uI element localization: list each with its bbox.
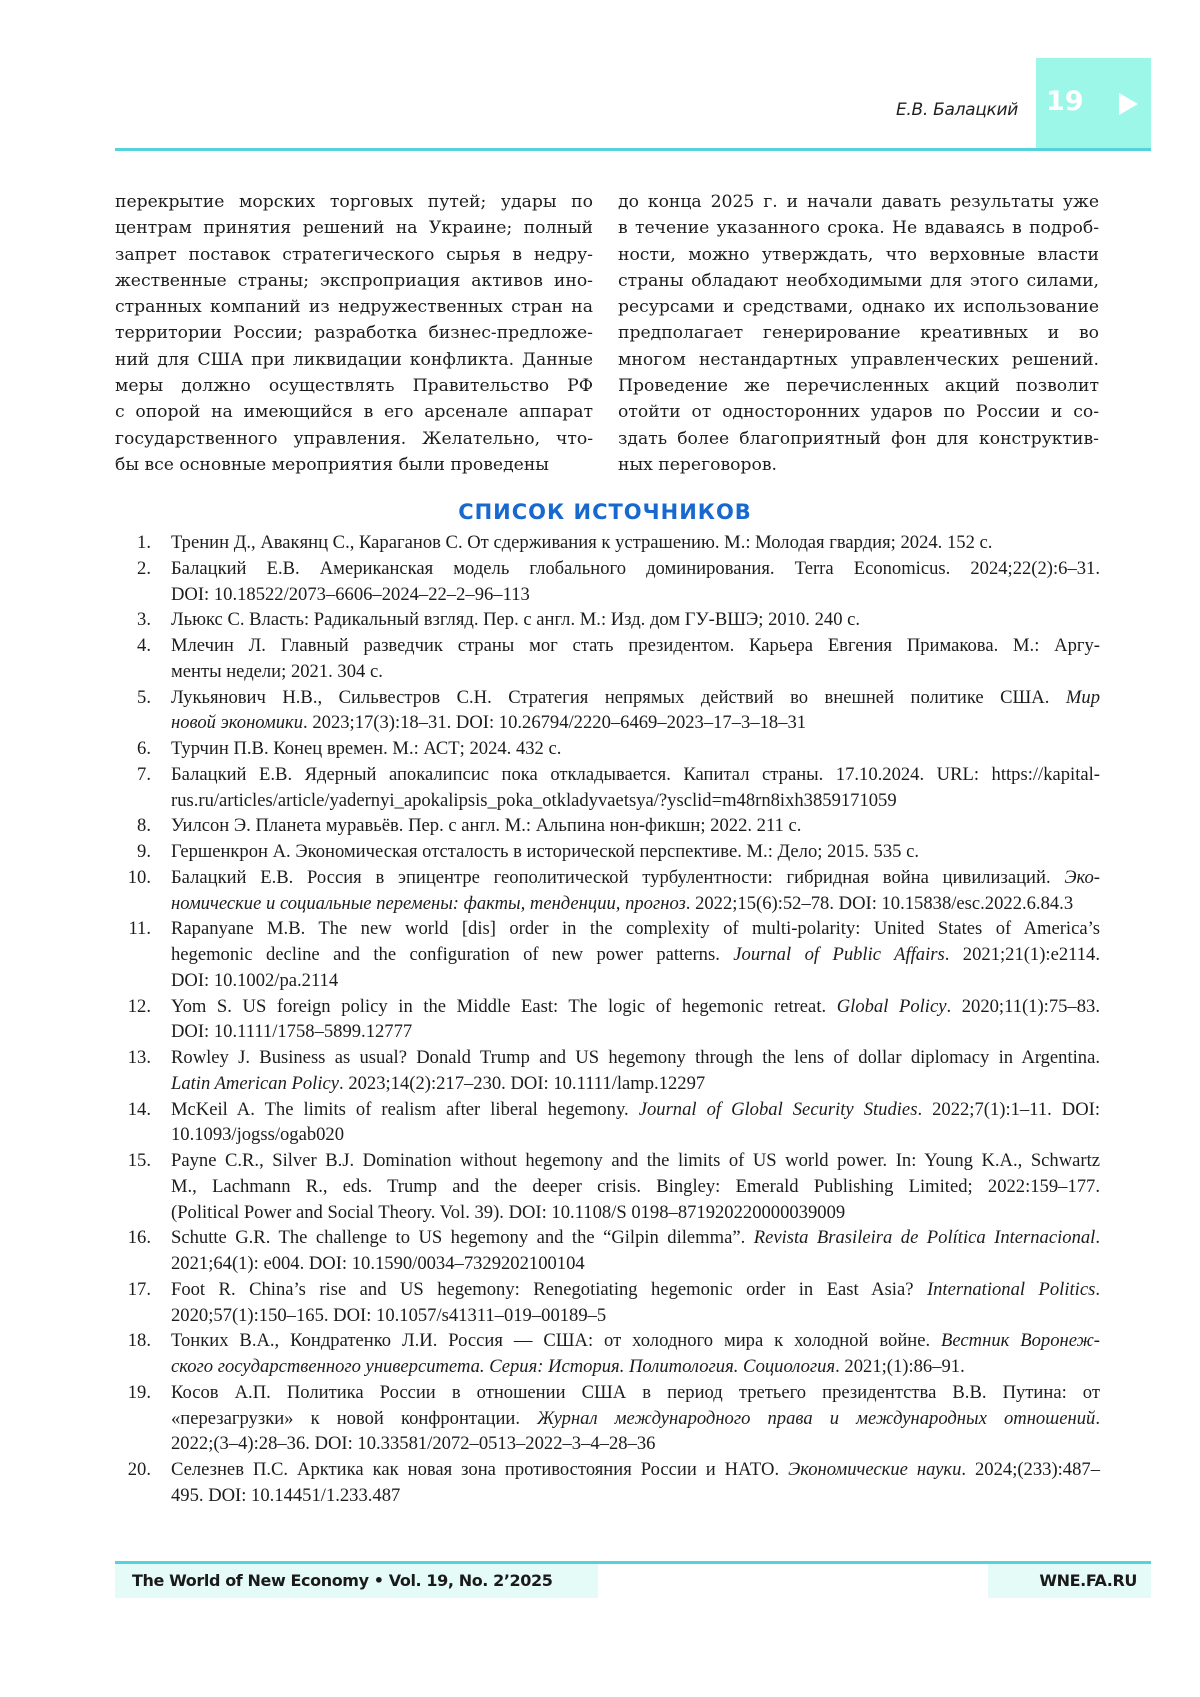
reference-line (171, 1071, 1100, 1097)
footer-journal: The World of New Economy • Vol. 19, No. 2’2025 (132, 1571, 553, 1590)
reference-text: . (1095, 1227, 1100, 1248)
reference-line (171, 1277, 1100, 1303)
reference-text: . 2023;17(3):18–31. DOI: 10.26794/2220–6469–2023–17–3–18–31 (303, 712, 806, 733)
reference-line (171, 530, 1100, 556)
reference-source-title: Экономические науки (788, 1459, 961, 1480)
reference-text: Schutte G.R. The challenge to US hegemony and the “Gilpin dilemma”. (171, 1227, 754, 1248)
reference-source-title: номические и социальные перемены: факты, тенденции, прогноз (171, 893, 686, 914)
reference-text: Льюкс С. Власть: Радикальный взгляд. Пер. с англ. М.: Изд. дом ГУ-ВШЭ; 2010. 240 с. (171, 609, 860, 630)
reference-text: . 2021;(1):86–91. (835, 1356, 965, 1377)
reference-text: Балацкий Е.В. Ядерный апокалипсис пока откладывается. Капитал страны. 17.10.2024. URL: https://kapital- (171, 764, 1100, 785)
reference-number: 17. (115, 1277, 151, 1303)
reference-line (171, 916, 1100, 942)
reference-line (171, 582, 1100, 608)
reference-text: 2022;(3–4):28–36. DOI: 10.33581/2072–0513–2022–3–4–28–36 (171, 1433, 655, 1454)
reference-source-title: Эко- (1064, 867, 1100, 888)
reference-text: (Political Power and Social Theory. Vol. 39). DOI: 10.1108/S 0198–871920220000039009 (171, 1202, 845, 1223)
header-author: Е.В. Балацкий (896, 100, 1018, 120)
body-text-line: бы все основные мероприятия были проведены (115, 452, 593, 478)
reference-number: 1. (115, 530, 151, 556)
reference-item (115, 633, 1100, 685)
reference-line (171, 1225, 1100, 1251)
body-text-line: перекрытие морских торговых путей; удары по (115, 189, 593, 215)
reference-item (115, 1225, 1100, 1277)
reference-item (115, 839, 1100, 865)
reference-item (115, 1380, 1100, 1457)
reference-line (171, 1097, 1100, 1123)
reference-item (115, 1097, 1100, 1149)
reference-item (115, 813, 1100, 839)
body-text-line: ресурсами и средствами, однако их использование (618, 294, 1099, 320)
body-text-line: отойти от односторонних ударов по России и со- (618, 399, 1099, 425)
reference-text: менты недели; 2021. 304 с. (171, 661, 383, 682)
body-column-left (115, 189, 593, 478)
reference-line (171, 607, 1100, 633)
reference-text: Payne C.R., Silver B.J. Domination without hegemony and the limits of US world power. In: Young K.A., Schwartz (171, 1150, 1100, 1171)
reference-text: 10.1093/jogss/ogab020 (171, 1124, 344, 1145)
body-text-line: здать более благоприятный фон для конструктив- (618, 426, 1099, 452)
footer-site-link[interactable]: WNE.FA.RU (1039, 1571, 1137, 1590)
reference-text: . (1095, 1408, 1100, 1429)
body-text-line: Проведение же перечисленных акций позволит (618, 373, 1099, 399)
reference-line (171, 1251, 1100, 1277)
reference-line (171, 1148, 1100, 1174)
reference-line (171, 891, 1100, 917)
reference-line (171, 633, 1100, 659)
reference-line (171, 1045, 1100, 1071)
reference-text: Yom S. US foreign policy in the Middle East: The logic of hegemonic retreat. (171, 996, 837, 1017)
reference-number: 18. (115, 1328, 151, 1354)
reference-line (171, 736, 1100, 762)
reference-text: Лукьянович Н.В., Сильвестров С.Н. Стратегия непрямых действий во внешней политике США. (171, 687, 1066, 708)
reference-line (171, 1483, 1100, 1509)
reference-item (115, 530, 1100, 556)
reference-line (171, 1122, 1100, 1148)
reference-text: 2021;64(1): e004. DOI: 10.1590/0034–7329202100104 (171, 1253, 585, 1274)
reference-line (171, 1019, 1100, 1045)
reference-text: . 2021;21(1):e2114. (945, 944, 1100, 965)
reference-number: 12. (115, 994, 151, 1020)
footer-site-box (988, 1564, 1151, 1598)
header-divider (115, 148, 1151, 151)
reference-item (115, 865, 1100, 917)
footer-journal-box (115, 1564, 598, 1598)
reference-text: Rapanyane M.B. The new world [dis] order in the complexity of multi-polarity: United States of America’s (171, 918, 1100, 939)
reference-number: 2. (115, 556, 151, 582)
reference-text: Тонких В.А., Кондратенко Л.И. Россия — США: от холодного мира к холодной войне. (171, 1330, 941, 1351)
reference-line (171, 1354, 1100, 1380)
reference-text: McKeil A. The limits of realism after liberal hegemony. (171, 1099, 639, 1120)
body-text-line: страны обладают необходимыми для этого силами, (618, 268, 1099, 294)
reference-number: 15. (115, 1148, 151, 1174)
page-number: 19 (1046, 86, 1084, 117)
body-text-line: до конца 2025 г. и начали давать результаты уже (618, 189, 1099, 215)
reference-line (171, 788, 1100, 814)
reference-source-title: Мир (1066, 687, 1100, 708)
reference-number: 19. (115, 1380, 151, 1406)
reference-text: . 2022;7(1):1–11. DOI: (917, 1099, 1100, 1120)
reference-text: M., Lachmann R., eds. Trump and the deeper crisis. Bingley: Emerald Publishing Limited; 2022:159–177. (171, 1176, 1100, 1197)
reference-source-title: новой экономики (171, 712, 303, 733)
body-text-line: многом нестандартных управленческих решений. (618, 347, 1099, 373)
body-text-line: странных компаний из недружественных стран на (115, 294, 593, 320)
reference-text: Млечин Л. Главный разведчик страны мог стать президентом. Карьера Евгения Примакова. М.: Аргу- (171, 635, 1100, 656)
reference-line (171, 762, 1100, 788)
reference-line (171, 1328, 1100, 1354)
reference-number: 11. (115, 916, 151, 942)
reference-item (115, 607, 1100, 633)
reference-source-title: Journal of Global Security Studies (639, 1099, 918, 1120)
reference-line (171, 685, 1100, 711)
reference-number: 5. (115, 685, 151, 711)
reference-text: Балацкий Е.В. Американская модель глобального доминирования. Terra Economicus. 2024;22(2):6–31. (171, 558, 1100, 579)
reference-number: 8. (115, 813, 151, 839)
reference-item (115, 762, 1100, 814)
reference-source-title: Journal of Public Affairs (733, 944, 944, 965)
reference-text: . 2024;(233):487– (961, 1459, 1100, 1480)
reference-line (171, 968, 1100, 994)
reference-item (115, 556, 1100, 608)
reference-line (171, 839, 1100, 865)
reference-item (115, 685, 1100, 737)
reference-line (171, 710, 1100, 736)
play-arrow-icon (1119, 93, 1138, 115)
reference-source-title: Global Policy (837, 996, 947, 1017)
reference-item (115, 736, 1100, 762)
body-text-line: жественные страны; экспроприация активов ино- (115, 268, 593, 294)
reference-number: 20. (115, 1457, 151, 1483)
reference-line (171, 659, 1100, 685)
reference-text: Уилсон Э. Планета муравьёв. Пер. с англ. М.: Альпина нон-фикшн; 2022. 211 с. (171, 815, 801, 836)
reference-line (171, 1431, 1100, 1457)
reference-text: Косов А.П. Политика России в отношении США в период третьего президентства В.В. Путина: от (171, 1382, 1100, 1403)
reference-item (115, 1045, 1100, 1097)
reference-source-title: Revista Brasileira de Política Internacional (754, 1227, 1096, 1248)
body-text-line: предполагает генерирование креативных и во (618, 320, 1099, 346)
reference-item (115, 1148, 1100, 1225)
reference-item (115, 1328, 1100, 1380)
reference-text: Гершенкрон А. Экономическая отсталость в исторической перспективе. М.: Дело; 2015. 535 с. (171, 841, 919, 862)
reference-line (171, 1457, 1100, 1483)
reference-line (171, 865, 1100, 891)
reference-text: DOI: 10.18522/2073–6606–2024–22–2–96–113 (171, 584, 530, 605)
reference-source-title: Вестник Воронеж- (941, 1330, 1100, 1351)
reference-line (171, 1380, 1100, 1406)
reference-text: DOI: 10.1002/pa.2114 (171, 970, 338, 991)
reference-item (115, 916, 1100, 993)
reference-number: 13. (115, 1045, 151, 1071)
page-number-box (1036, 58, 1151, 149)
reference-line (171, 1303, 1100, 1329)
body-text-line: центрам принятия решений на Украине; полный (115, 215, 593, 241)
reference-text: . (1095, 1279, 1100, 1300)
reference-number: 6. (115, 736, 151, 762)
reference-line (171, 1406, 1100, 1432)
reference-line (171, 942, 1100, 968)
body-text-line: запрет поставок стратегического сырья в недру- (115, 242, 593, 268)
reference-text: hegemonic decline and the configuration of new power patterns. (171, 944, 733, 965)
reference-number: 10. (115, 865, 151, 891)
reference-number: 14. (115, 1097, 151, 1123)
reference-number: 7. (115, 762, 151, 788)
body-text-line: ний для США при ликвидации конфликта. Данные (115, 347, 593, 373)
reference-source-title: International Politics (927, 1279, 1095, 1300)
reference-text: . 2023;14(2):217–230. DOI: 10.1111/lamp.12297 (339, 1073, 705, 1094)
reference-source-title: ского государственного университета. Серия: История. Политология. Социология (171, 1356, 835, 1377)
reference-text: Турчин П.В. Конец времен. М.: АСТ; 2024. 432 с. (171, 738, 561, 759)
reference-text: . 2022;15(6):52–78. DOI: 10.15838/esc.2022.6.84.3 (686, 893, 1073, 914)
reference-text: Балацкий Е.В. Россия в эпицентре геополитической турбулентности: гибридная война цивилизаций. (171, 867, 1064, 888)
reference-number: 16. (115, 1225, 151, 1251)
body-text-line: территории России; разработка бизнес-предложе- (115, 320, 593, 346)
reference-text: «перезагрузки» к новой конфронтации. (171, 1408, 537, 1429)
reference-text: Foot R. China’s rise and US hegemony: Renegotiating hegemonic order in East Asia? (171, 1279, 927, 1300)
reference-item (115, 1457, 1100, 1509)
reference-number: 4. (115, 633, 151, 659)
body-text-line: ных переговоров. (618, 452, 1099, 478)
reference-text: Тренин Д., Авакянц С., Караганов С. От сдерживания к устрашению. М.: Молодая гвардия; 2024. 152 с. (171, 532, 992, 553)
references-title: СПИСОК ИСТОЧНИКОВ (0, 500, 1200, 524)
references-list (115, 530, 1100, 1509)
reference-line (171, 1200, 1100, 1226)
body-text-line: в течение указанного срока. Не вдаваясь в подроб- (618, 215, 1099, 241)
reference-source-title: Журнал международного права и международных отношений (537, 1408, 1095, 1429)
reference-text: Rowley J. Business as usual? Donald Trump and US hegemony through the lens of dollar diplomacy in Argentina. (171, 1047, 1100, 1068)
body-text-line: ности, можно утверждать, что верховные власти (618, 242, 1099, 268)
body-text-line: с опорой на имеющийся в его арсенале аппарат (115, 399, 593, 425)
reference-item (115, 994, 1100, 1046)
reference-line (171, 994, 1100, 1020)
reference-text: DOI: 10.1111/1758–5899.12777 (171, 1021, 412, 1042)
reference-text: . 2020;11(1):75–83. (946, 996, 1100, 1017)
body-text-line: государственного управления. Желательно, что- (115, 426, 593, 452)
reference-line (171, 556, 1100, 582)
reference-text: 495. DOI: 10.14451/1.233.487 (171, 1485, 400, 1506)
body-column-right (618, 189, 1099, 478)
reference-line (171, 1174, 1100, 1200)
reference-source-title: Latin American Policy (171, 1073, 339, 1094)
reference-text: 2020;57(1):150–165. DOI: 10.1057/s41311–019–00189–5 (171, 1305, 606, 1326)
reference-line (171, 813, 1100, 839)
reference-text: Селезнев П.С. Арктика как новая зона противостояния России и НАТО. (171, 1459, 788, 1480)
reference-number: 3. (115, 607, 151, 633)
reference-text: rus.ru/articles/article/yadernyi_apokalipsis_poka_otkladyvaetsya/?ysclid=m48rn8ixh3859171059 (171, 790, 897, 811)
reference-item (115, 1277, 1100, 1329)
reference-number: 9. (115, 839, 151, 865)
body-text-line: меры должно осуществлять Правительство РФ (115, 373, 593, 399)
